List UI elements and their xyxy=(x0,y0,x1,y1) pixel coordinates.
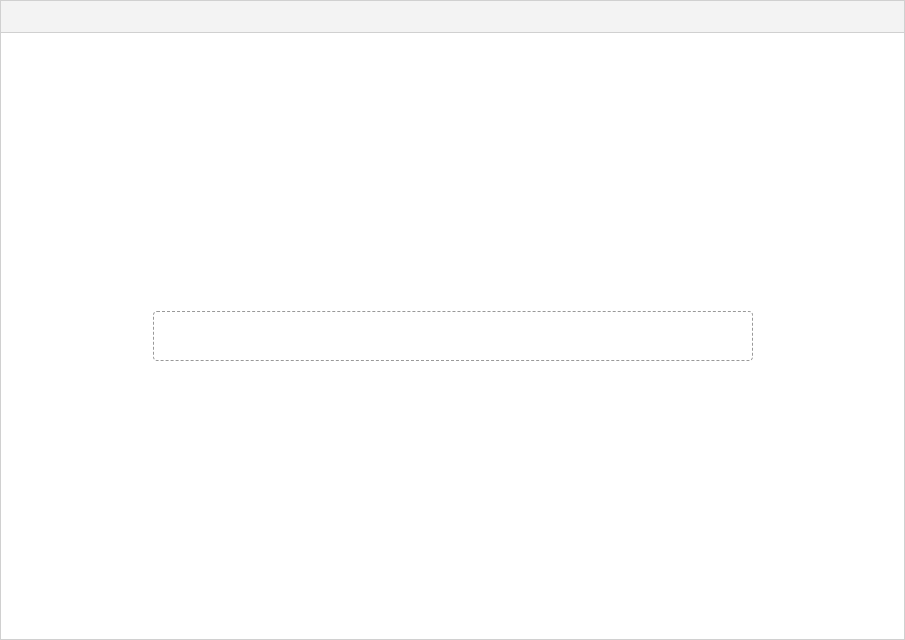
main-content xyxy=(1,33,904,639)
placeholder-panel xyxy=(153,311,753,361)
title-bar xyxy=(1,1,904,33)
